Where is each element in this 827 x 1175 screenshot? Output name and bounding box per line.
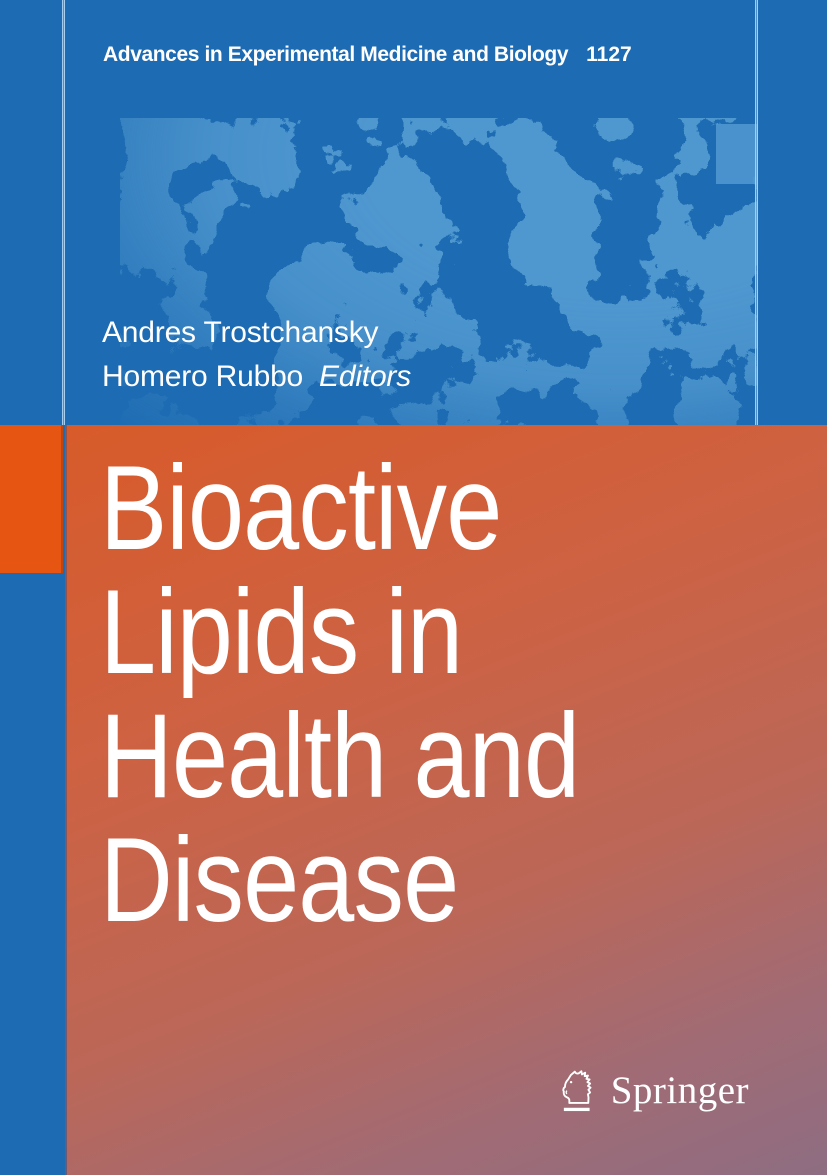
publisher-logo [556, 1069, 749, 1115]
book-title-line: Bioactive [100, 441, 502, 575]
series-volume: 1127 [586, 43, 632, 66]
publisher-name: Springer [610, 1069, 749, 1112]
book-title-line: Lipids in [100, 565, 463, 699]
springer-horse-icon [556, 1069, 598, 1115]
book-title-line: Disease [100, 813, 459, 947]
editors-role-label: Editors [319, 360, 412, 393]
editors-block [102, 311, 411, 399]
series-title: Advances in Experimental Medicine and Biology [103, 43, 569, 66]
book-title-line: Health and [100, 689, 580, 823]
editor-line [102, 355, 411, 399]
editor-name: Andres Trostchansky [102, 316, 379, 349]
book-title [100, 441, 580, 947]
series-banner [103, 42, 632, 68]
left-vertical-rule [62, 0, 65, 425]
right-vertical-rule [755, 0, 758, 425]
editor-name: Homero Rubbo [102, 360, 304, 393]
accent-orange-square [0, 425, 63, 573]
